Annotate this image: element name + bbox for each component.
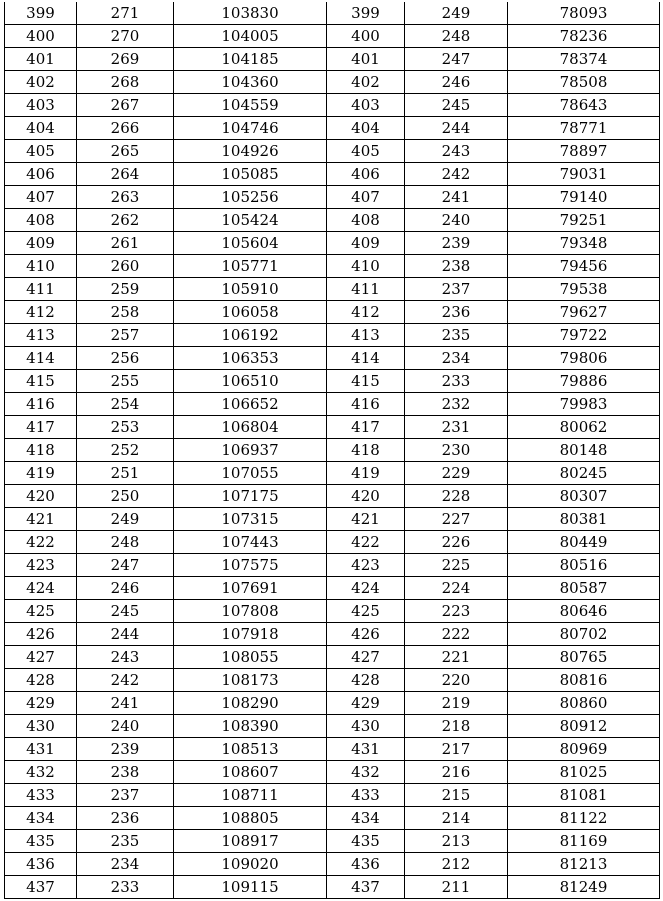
cell-cumulative-b: 79806 — [508, 347, 660, 370]
cell-rank-a: 409 — [5, 232, 77, 255]
cell-cumulative-a: 108711 — [174, 784, 327, 807]
cell-score-b: 224 — [405, 577, 508, 600]
table-row — [5, 140, 660, 163]
table-row — [5, 554, 660, 577]
cell-cumulative-a: 107691 — [174, 577, 327, 600]
cell-rank-a: 412 — [5, 301, 77, 324]
cell-rank-a: 437 — [5, 876, 77, 899]
cell-cumulative-a: 104746 — [174, 117, 327, 140]
table-row — [5, 324, 660, 347]
score-table — [4, 2, 660, 899]
cell-score-b: 228 — [405, 485, 508, 508]
cell-rank-a: 401 — [5, 48, 77, 71]
table-row — [5, 876, 660, 899]
cell-cumulative-b: 80860 — [508, 692, 660, 715]
cell-score-b: 235 — [405, 324, 508, 347]
cell-rank-b: 432 — [327, 761, 405, 784]
cell-cumulative-b: 79983 — [508, 393, 660, 416]
cell-rank-b: 431 — [327, 738, 405, 761]
cell-score-a: 255 — [77, 370, 174, 393]
cell-score-b: 232 — [405, 393, 508, 416]
cell-rank-b: 420 — [327, 485, 405, 508]
cell-score-b: 234 — [405, 347, 508, 370]
cell-score-b: 225 — [405, 554, 508, 577]
table-row — [5, 416, 660, 439]
cell-score-a: 247 — [77, 554, 174, 577]
cell-score-b: 236 — [405, 301, 508, 324]
cell-score-a: 258 — [77, 301, 174, 324]
table-row — [5, 186, 660, 209]
table-row — [5, 669, 660, 692]
cell-cumulative-b: 80912 — [508, 715, 660, 738]
cell-score-b: 238 — [405, 255, 508, 278]
cell-cumulative-a: 106510 — [174, 370, 327, 393]
table-row — [5, 439, 660, 462]
cell-rank-b: 421 — [327, 508, 405, 531]
table-row — [5, 784, 660, 807]
cell-cumulative-a: 104926 — [174, 140, 327, 163]
cell-score-a: 260 — [77, 255, 174, 278]
cell-cumulative-b: 79886 — [508, 370, 660, 393]
cell-score-a: 249 — [77, 508, 174, 531]
cell-cumulative-a: 105910 — [174, 278, 327, 301]
cell-rank-b: 402 — [327, 71, 405, 94]
cell-cumulative-b: 78897 — [508, 140, 660, 163]
cell-cumulative-b: 79538 — [508, 278, 660, 301]
cell-score-a: 242 — [77, 669, 174, 692]
cell-cumulative-b: 80516 — [508, 554, 660, 577]
cell-cumulative-a: 106058 — [174, 301, 327, 324]
cell-score-a: 248 — [77, 531, 174, 554]
cell-cumulative-a: 109020 — [174, 853, 327, 876]
cell-cumulative-b: 80245 — [508, 462, 660, 485]
cell-score-a: 235 — [77, 830, 174, 853]
cell-rank-b: 434 — [327, 807, 405, 830]
cell-cumulative-a: 104360 — [174, 71, 327, 94]
cell-cumulative-b: 80969 — [508, 738, 660, 761]
cell-rank-a: 433 — [5, 784, 77, 807]
cell-score-b: 212 — [405, 853, 508, 876]
cell-score-b: 220 — [405, 669, 508, 692]
cell-rank-a: 427 — [5, 646, 77, 669]
cell-cumulative-a: 106937 — [174, 439, 327, 462]
cell-rank-b: 403 — [327, 94, 405, 117]
cell-cumulative-b: 78236 — [508, 25, 660, 48]
cell-rank-b: 411 — [327, 278, 405, 301]
cell-rank-a: 435 — [5, 830, 77, 853]
cell-rank-a: 425 — [5, 600, 77, 623]
cell-score-b: 214 — [405, 807, 508, 830]
table-body — [5, 2, 660, 899]
table-row — [5, 738, 660, 761]
cell-cumulative-a: 106192 — [174, 324, 327, 347]
cell-rank-a: 416 — [5, 393, 77, 416]
cell-rank-a: 418 — [5, 439, 77, 462]
cell-rank-b: 410 — [327, 255, 405, 278]
cell-rank-b: 414 — [327, 347, 405, 370]
cell-rank-a: 426 — [5, 623, 77, 646]
cell-rank-a: 403 — [5, 94, 77, 117]
cell-score-a: 237 — [77, 784, 174, 807]
cell-score-a: 262 — [77, 209, 174, 232]
table-row — [5, 807, 660, 830]
cell-score-b: 219 — [405, 692, 508, 715]
cell-cumulative-b: 80702 — [508, 623, 660, 646]
cell-score-a: 268 — [77, 71, 174, 94]
cell-rank-b: 423 — [327, 554, 405, 577]
cell-cumulative-b: 79456 — [508, 255, 660, 278]
cell-score-a: 252 — [77, 439, 174, 462]
cell-score-b: 241 — [405, 186, 508, 209]
cell-cumulative-a: 105771 — [174, 255, 327, 278]
table-row — [5, 232, 660, 255]
cell-cumulative-b: 81122 — [508, 807, 660, 830]
cell-cumulative-b: 78643 — [508, 94, 660, 117]
cell-score-b: 244 — [405, 117, 508, 140]
cell-score-b: 229 — [405, 462, 508, 485]
cell-rank-b: 424 — [327, 577, 405, 600]
cell-cumulative-b: 80148 — [508, 439, 660, 462]
cell-rank-b: 415 — [327, 370, 405, 393]
cell-cumulative-a: 105604 — [174, 232, 327, 255]
cell-score-b: 213 — [405, 830, 508, 853]
cell-cumulative-b: 81169 — [508, 830, 660, 853]
cell-score-a: 250 — [77, 485, 174, 508]
cell-score-a: 271 — [77, 2, 174, 25]
cell-cumulative-a: 108513 — [174, 738, 327, 761]
cell-score-b: 233 — [405, 370, 508, 393]
cell-cumulative-b: 80587 — [508, 577, 660, 600]
cell-rank-b: 406 — [327, 163, 405, 186]
cell-score-a: 240 — [77, 715, 174, 738]
cell-rank-a: 424 — [5, 577, 77, 600]
cell-rank-a: 408 — [5, 209, 77, 232]
cell-score-a: 234 — [77, 853, 174, 876]
table-row — [5, 25, 660, 48]
cell-rank-a: 431 — [5, 738, 77, 761]
cell-score-b: 223 — [405, 600, 508, 623]
table-row — [5, 830, 660, 853]
cell-score-b: 242 — [405, 163, 508, 186]
cell-rank-a: 432 — [5, 761, 77, 784]
cell-rank-b: 433 — [327, 784, 405, 807]
cell-cumulative-a: 105424 — [174, 209, 327, 232]
cell-rank-b: 400 — [327, 25, 405, 48]
cell-cumulative-a: 108055 — [174, 646, 327, 669]
cell-cumulative-a: 109115 — [174, 876, 327, 899]
cell-cumulative-b: 78771 — [508, 117, 660, 140]
cell-score-b: 246 — [405, 71, 508, 94]
cell-rank-b: 430 — [327, 715, 405, 738]
cell-score-a: 254 — [77, 393, 174, 416]
table-row — [5, 48, 660, 71]
table-row — [5, 715, 660, 738]
table-row — [5, 370, 660, 393]
cell-score-b: 218 — [405, 715, 508, 738]
cell-score-a: 239 — [77, 738, 174, 761]
table-row — [5, 278, 660, 301]
cell-rank-a: 405 — [5, 140, 77, 163]
cell-rank-a: 413 — [5, 324, 77, 347]
cell-cumulative-b: 79722 — [508, 324, 660, 347]
cell-cumulative-b: 80381 — [508, 508, 660, 531]
cell-score-b: 227 — [405, 508, 508, 531]
cell-score-a: 261 — [77, 232, 174, 255]
cell-rank-b: 409 — [327, 232, 405, 255]
cell-cumulative-a: 108805 — [174, 807, 327, 830]
cell-cumulative-b: 80646 — [508, 600, 660, 623]
cell-cumulative-b: 79627 — [508, 301, 660, 324]
cell-rank-b: 422 — [327, 531, 405, 554]
table-row — [5, 462, 660, 485]
cell-cumulative-b: 79031 — [508, 163, 660, 186]
cell-score-b: 243 — [405, 140, 508, 163]
table-row — [5, 623, 660, 646]
cell-cumulative-b: 80062 — [508, 416, 660, 439]
table-row — [5, 577, 660, 600]
table-row — [5, 163, 660, 186]
cell-score-a: 245 — [77, 600, 174, 623]
table-row — [5, 209, 660, 232]
cell-score-b: 230 — [405, 439, 508, 462]
cell-rank-b: 418 — [327, 439, 405, 462]
cell-score-b: 248 — [405, 25, 508, 48]
cell-rank-b: 413 — [327, 324, 405, 347]
cell-score-a: 246 — [77, 577, 174, 600]
cell-rank-b: 436 — [327, 853, 405, 876]
cell-score-b: 222 — [405, 623, 508, 646]
cell-cumulative-b: 81213 — [508, 853, 660, 876]
cell-score-b: 231 — [405, 416, 508, 439]
table-row — [5, 508, 660, 531]
cell-score-a: 251 — [77, 462, 174, 485]
cell-cumulative-a: 107575 — [174, 554, 327, 577]
cell-rank-a: 411 — [5, 278, 77, 301]
table-row — [5, 761, 660, 784]
cell-rank-b: 404 — [327, 117, 405, 140]
cell-cumulative-a: 107918 — [174, 623, 327, 646]
cell-rank-b: 405 — [327, 140, 405, 163]
table-row — [5, 255, 660, 278]
cell-cumulative-b: 79251 — [508, 209, 660, 232]
cell-score-b: 221 — [405, 646, 508, 669]
cell-cumulative-a: 107808 — [174, 600, 327, 623]
cell-cumulative-a: 108607 — [174, 761, 327, 784]
cell-score-a: 233 — [77, 876, 174, 899]
table-row — [5, 646, 660, 669]
cell-cumulative-b: 80816 — [508, 669, 660, 692]
table-row — [5, 117, 660, 140]
cell-cumulative-b: 80449 — [508, 531, 660, 554]
cell-score-a: 257 — [77, 324, 174, 347]
cell-cumulative-a: 104185 — [174, 48, 327, 71]
cell-cumulative-a: 104005 — [174, 25, 327, 48]
table-row — [5, 71, 660, 94]
table-row — [5, 2, 660, 25]
cell-score-b: 211 — [405, 876, 508, 899]
cell-rank-b: 401 — [327, 48, 405, 71]
cell-cumulative-a: 108917 — [174, 830, 327, 853]
cell-cumulative-b: 81081 — [508, 784, 660, 807]
table-row — [5, 347, 660, 370]
cell-cumulative-a: 103830 — [174, 2, 327, 25]
cell-rank-b: 407 — [327, 186, 405, 209]
cell-cumulative-b: 79140 — [508, 186, 660, 209]
table-row — [5, 393, 660, 416]
cell-score-b: 245 — [405, 94, 508, 117]
cell-score-a: 263 — [77, 186, 174, 209]
cell-rank-a: 429 — [5, 692, 77, 715]
cell-score-b: 217 — [405, 738, 508, 761]
cell-score-a: 243 — [77, 646, 174, 669]
cell-cumulative-b: 81249 — [508, 876, 660, 899]
cell-cumulative-a: 108390 — [174, 715, 327, 738]
cell-cumulative-a: 104559 — [174, 94, 327, 117]
cell-score-a: 270 — [77, 25, 174, 48]
cell-score-b: 239 — [405, 232, 508, 255]
cell-score-a: 236 — [77, 807, 174, 830]
cell-cumulative-a: 106652 — [174, 393, 327, 416]
cell-rank-b: 437 — [327, 876, 405, 899]
cell-rank-a: 423 — [5, 554, 77, 577]
cell-score-b: 237 — [405, 278, 508, 301]
cell-score-b: 247 — [405, 48, 508, 71]
cell-cumulative-b: 81025 — [508, 761, 660, 784]
cell-rank-b: 429 — [327, 692, 405, 715]
cell-cumulative-a: 108290 — [174, 692, 327, 715]
cell-score-a: 259 — [77, 278, 174, 301]
cell-rank-a: 414 — [5, 347, 77, 370]
cell-cumulative-a: 108173 — [174, 669, 327, 692]
cell-score-a: 244 — [77, 623, 174, 646]
cell-rank-a: 400 — [5, 25, 77, 48]
cell-rank-a: 404 — [5, 117, 77, 140]
cell-rank-b: 428 — [327, 669, 405, 692]
cell-rank-a: 399 — [5, 2, 77, 25]
cell-cumulative-b: 78508 — [508, 71, 660, 94]
cell-score-a: 256 — [77, 347, 174, 370]
cell-cumulative-a: 107315 — [174, 508, 327, 531]
cell-rank-b: 425 — [327, 600, 405, 623]
table-row — [5, 692, 660, 715]
cell-cumulative-b: 78374 — [508, 48, 660, 71]
table-row — [5, 94, 660, 117]
cell-rank-b: 417 — [327, 416, 405, 439]
cell-score-a: 253 — [77, 416, 174, 439]
cell-score-b: 240 — [405, 209, 508, 232]
table-row — [5, 531, 660, 554]
cell-rank-b: 427 — [327, 646, 405, 669]
cell-rank-a: 430 — [5, 715, 77, 738]
cell-cumulative-b: 80765 — [508, 646, 660, 669]
table-row — [5, 301, 660, 324]
table-row — [5, 600, 660, 623]
cell-score-b: 249 — [405, 2, 508, 25]
cell-rank-a: 428 — [5, 669, 77, 692]
cell-cumulative-a: 107055 — [174, 462, 327, 485]
cell-rank-b: 408 — [327, 209, 405, 232]
table-row — [5, 853, 660, 876]
cell-cumulative-a: 107443 — [174, 531, 327, 554]
cell-score-b: 226 — [405, 531, 508, 554]
cell-cumulative-a: 106353 — [174, 347, 327, 370]
cell-cumulative-b: 78093 — [508, 2, 660, 25]
cell-rank-a: 419 — [5, 462, 77, 485]
cell-rank-b: 399 — [327, 2, 405, 25]
cell-rank-a: 436 — [5, 853, 77, 876]
cell-cumulative-a: 105256 — [174, 186, 327, 209]
cell-rank-a: 407 — [5, 186, 77, 209]
cell-rank-b: 435 — [327, 830, 405, 853]
cell-rank-a: 415 — [5, 370, 77, 393]
cell-score-b: 215 — [405, 784, 508, 807]
cell-rank-a: 410 — [5, 255, 77, 278]
cell-rank-a: 421 — [5, 508, 77, 531]
cell-score-a: 241 — [77, 692, 174, 715]
cell-cumulative-b: 80307 — [508, 485, 660, 508]
cell-rank-b: 416 — [327, 393, 405, 416]
cell-rank-a: 420 — [5, 485, 77, 508]
cell-cumulative-a: 106804 — [174, 416, 327, 439]
cell-rank-b: 426 — [327, 623, 405, 646]
cell-rank-a: 434 — [5, 807, 77, 830]
cell-score-a: 265 — [77, 140, 174, 163]
cell-cumulative-a: 105085 — [174, 163, 327, 186]
cell-score-b: 216 — [405, 761, 508, 784]
cell-score-a: 266 — [77, 117, 174, 140]
cell-rank-b: 419 — [327, 462, 405, 485]
cell-score-a: 267 — [77, 94, 174, 117]
table-row — [5, 485, 660, 508]
cell-rank-a: 402 — [5, 71, 77, 94]
cell-score-a: 238 — [77, 761, 174, 784]
cell-score-a: 264 — [77, 163, 174, 186]
cell-rank-b: 412 — [327, 301, 405, 324]
cell-rank-a: 406 — [5, 163, 77, 186]
cell-rank-a: 417 — [5, 416, 77, 439]
cell-score-a: 269 — [77, 48, 174, 71]
cell-cumulative-b: 79348 — [508, 232, 660, 255]
cell-cumulative-a: 107175 — [174, 485, 327, 508]
cell-rank-a: 422 — [5, 531, 77, 554]
